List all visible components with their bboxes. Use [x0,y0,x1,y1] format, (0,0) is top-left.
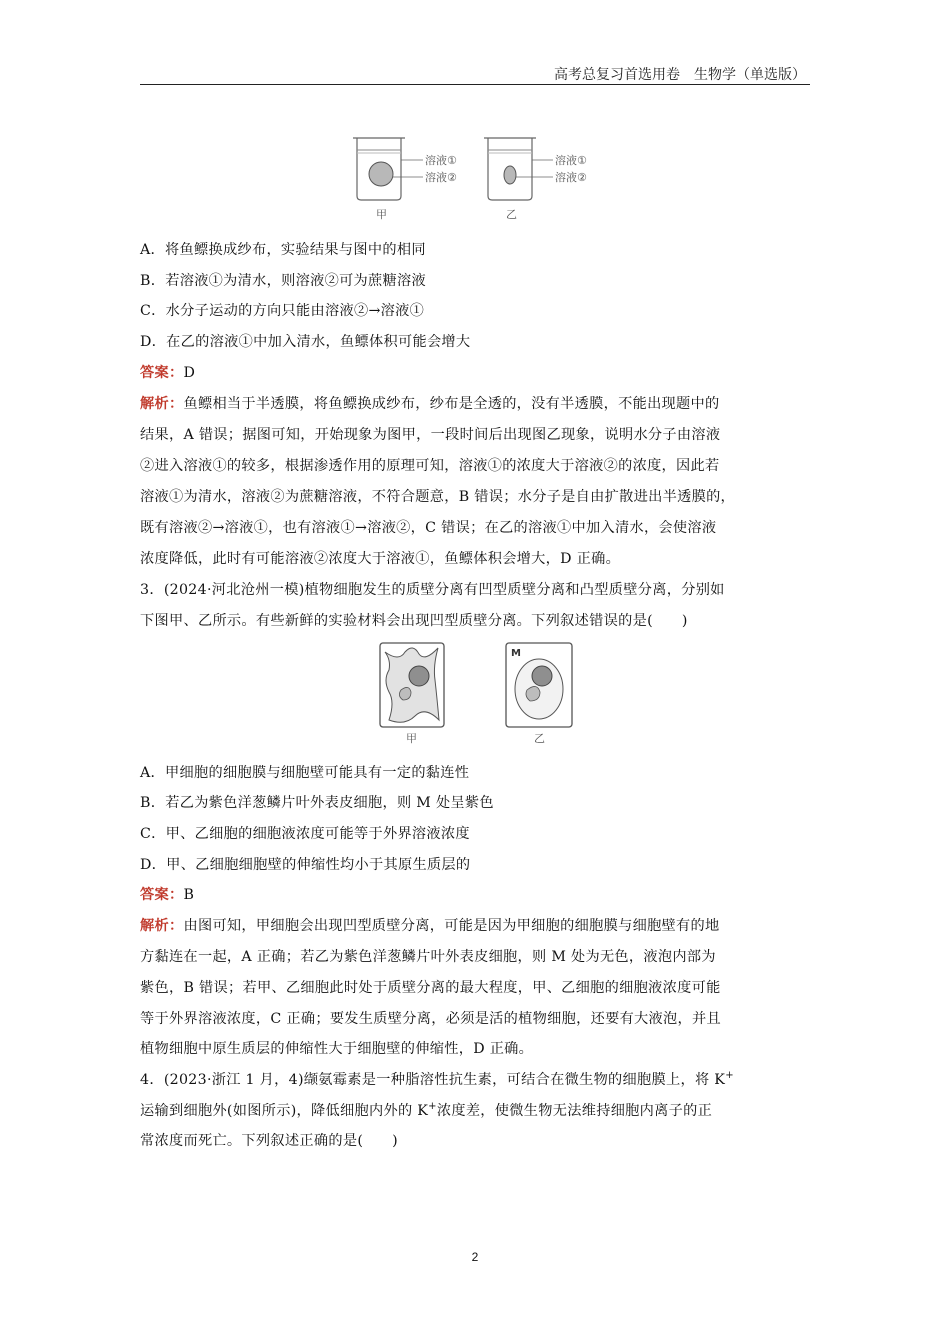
q3-option-a: A．甲细胞的细胞膜与细胞壁可能具有一定的黏连性 [140,765,470,781]
q3-option-b: B．若乙为紫色洋葱鳞片叶外表皮细胞，则 M 处呈紫色 [140,795,494,811]
nucleus-jia [409,666,429,686]
label-m: M [511,648,521,659]
answer-value: D [183,365,196,381]
q2-analysis-line-6: 浓度降低，此时有可能溶液②浓度大于溶液①，鱼鳔体积会增大，D 正确。 [140,551,621,567]
q3-analysis-line-2: 方黏连在一起，A 正确；若乙为紫色洋葱鳞片叶外表皮细胞，则 M 处为无色，液泡内部为 [140,949,716,965]
figure-beakers [345,130,605,225]
q2-option-a: A．将鱼鳔换成纱布，实验结果与图中的相同 [140,242,426,258]
q2-analysis-line-3: ②进入溶液①的较多，根据渗透作用的原理可知，溶液①的浓度大于溶液②的浓度，因此若 [140,458,720,474]
q2-analysis-line-5: 既有溶液②→溶液①，也有溶液①→溶液②，C 错误；在乙的溶液①中加入清水，会使溶液 [140,520,717,536]
q2-option-d: D．在乙的溶液①中加入清水，鱼鳔体积可能会增大 [140,334,471,350]
cell-jia [380,643,444,727]
label-solution1-jia: 溶液① [425,154,457,167]
caption-yi: 乙 [506,208,517,221]
q3-analysis-line-3: 紫色，B 错误；若甲、乙细胞此时处于质壁分离的最大程度，甲、乙细胞的细胞液浓度可能 [140,980,721,996]
q2-option-c: C．水分子运动的方向只能由溶液②→溶液① [140,303,425,319]
q2-answer [140,363,812,383]
figure-plant-cells [375,640,585,748]
q3-analysis-line-4: 等于外界溶液浓度，C 正确；要发生质壁分离，必须是活的植物细胞，还要有大液泡，并且 [140,1011,721,1027]
fish-bladder-yi [504,166,516,184]
header-title: 高考总复习首选用卷 生物学（单选版） [554,67,806,83]
beaker-yi [484,138,553,200]
fish-bladder-jia [369,162,393,186]
q3-analysis-line-1: 解析：由图可知，甲细胞会出现凹型质壁分离，可能是因为甲细胞的细胞膜与细胞壁有的地 [140,918,720,934]
q2-option-b: B．若溶液①为清水，则溶液②可为蔗糖溶液 [140,273,426,289]
q3-option-d: D．甲、乙细胞细胞壁的伸缩性均小于其原生质层的 [140,857,471,873]
q3-stem-line-1: 3．(2024·河北沧州一模)植物细胞发生的质壁分离有凹型质壁分离和凸型质壁分离，分别如 [140,582,725,598]
caption-cell-jia: 甲 [406,732,417,745]
analysis-label: 解析： [140,918,184,934]
answer-label: 答案： [140,365,184,381]
q2-analysis-line-2: 结果，A 错误；据图可知，开始现象为图甲，一段时间后出现图乙现象，说明水分子由溶液 [140,427,721,443]
label-solution1-yi: 溶液① [555,154,587,167]
q3-analysis-line-5: 植物细胞中原生质层的伸缩性大于细胞壁的伸缩性，D 正确。 [140,1041,534,1057]
answer-label: 答案： [140,887,184,903]
analysis-label: 解析： [140,396,184,412]
q4-stem-line-3: 常浓度而死亡。下列叙述正确的是( ) [140,1133,398,1149]
q2-analysis-line-4: 溶液①为清水，溶液②为蔗糖溶液，不符合题意，B 错误；水分子是自由扩散进出半透膜的， [140,489,736,505]
q3-stem-line-2: 下图甲、乙所示。有些新鲜的实验材料会出现凹型质壁分离。下列叙述错误的是( ) [140,613,688,629]
label-solution2-yi: 溶液② [555,171,587,184]
q3-option-c: C．甲、乙细胞的细胞液浓度可能等于外界溶液浓度 [140,826,470,842]
nucleus-yi [532,666,552,686]
q4-stem-line-1: 4．(2023·浙江 1 月，4)缬氨霉素是一种脂溶性抗生素，可结合在微生物的细胞膜上，将 K+ [140,1070,734,1088]
page-number: 2 [471,1250,479,1264]
label-solution2-jia: 溶液② [425,171,457,184]
q2-analysis-line-1: 解析：鱼鳔相当于半透膜，将鱼鳔换成纱布，纱布是全透的，没有半透膜，不能出现题中的 [140,396,720,412]
q4-stem-line-2: 运输到细胞外(如图所示)，降低细胞内外的 K+浓度差，使微生物无法维持细胞内离子的正 [140,1101,713,1119]
beaker-jia [353,138,423,200]
caption-cell-yi: 乙 [534,732,545,745]
q3-answer [140,885,812,905]
caption-jia: 甲 [376,208,387,221]
page-header [140,62,810,85]
answer-value: B [183,887,195,903]
